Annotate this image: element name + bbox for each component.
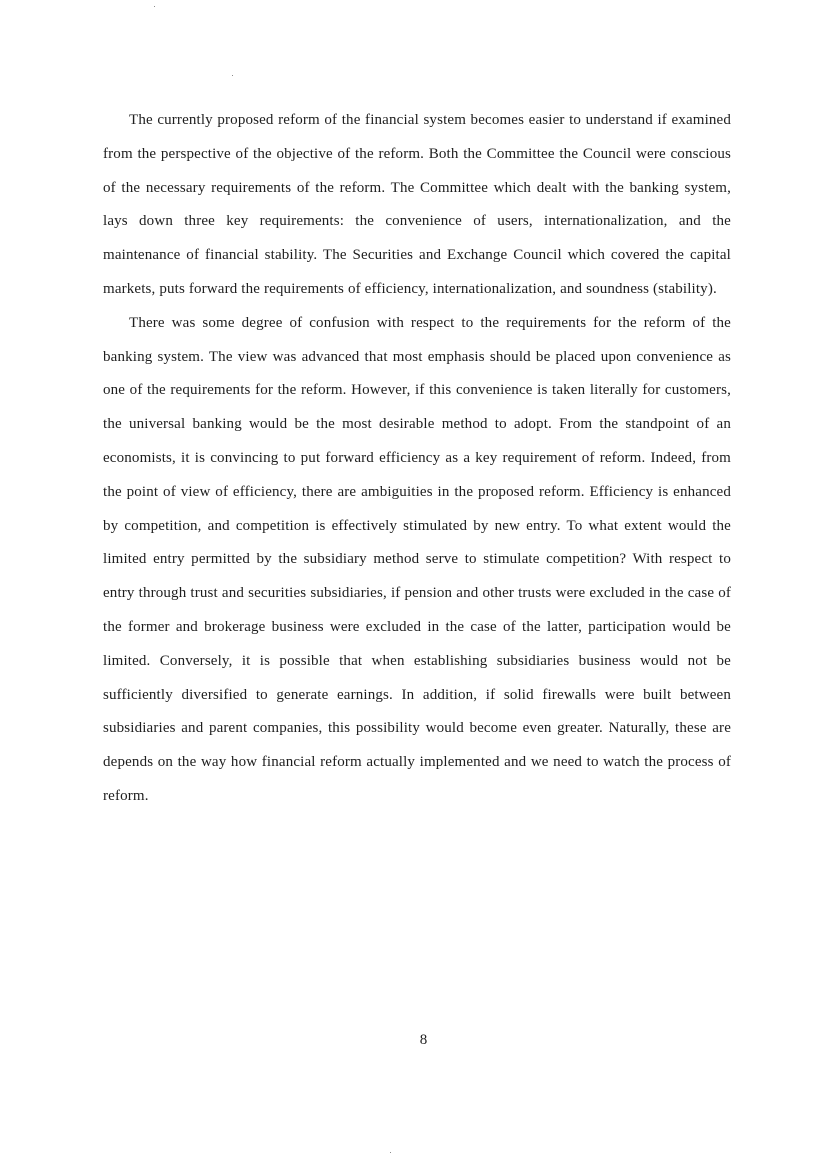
- scan-speck: [390, 1152, 391, 1153]
- scan-speck: [154, 6, 155, 7]
- body-text: [103, 104, 731, 814]
- scan-speck: [232, 75, 233, 76]
- paragraph-2: There was some degree of confusion with respect to the requirements for the reform of the banking system. The view was advanced that most emphasis should be placed upon convenience as one of the requirements for the reform. However, if this convenience is taken literally for customers, the universal banking would be the most desirable method to adopt. From the standpoint of an economists, it is convincing to put forward efficiency as a key requirement of reform. Indeed, from the point of view of efficiency, there are ambiguities in the proposed reform. Efficiency is enhanced by competition, and competition is effectively stimulated by new entry. To what extent would the limited entry permitted by the subsidiary method serve to stimulate competition? With respect to entry through trust and securities subsidiaries, if pension and other trusts were excluded in the case of the former and brokerage business were excluded in the case of the latter, participation would be limited. Conversely, it is possible that when establishing subsidiaries business would not be sufficiently diversified to generate earnings. In addition, if solid firewalls were built between subsidiaries and parent companies, this possibility would become even greater. Naturally, these are depends on the way how financial reform actually implemented and we need to watch the process of reform.: [103, 314, 731, 804]
- paragraph-1: The currently proposed reform of the financial system becomes easier to understand if examined from the perspective of the objective of the reform. Both the Committee the Council were conscious of the necessary requirements of the reform. The Committee which dealt with the banking system, lays down three key requirements: the convenience of users, internationalization, and the maintenance of financial stability. The Securities and Exchange Council which covered the capital markets, puts forward the requirements of efficiency, internationalization, and soundness (stability).: [103, 112, 731, 297]
- page-number: 8: [419, 1032, 428, 1048]
